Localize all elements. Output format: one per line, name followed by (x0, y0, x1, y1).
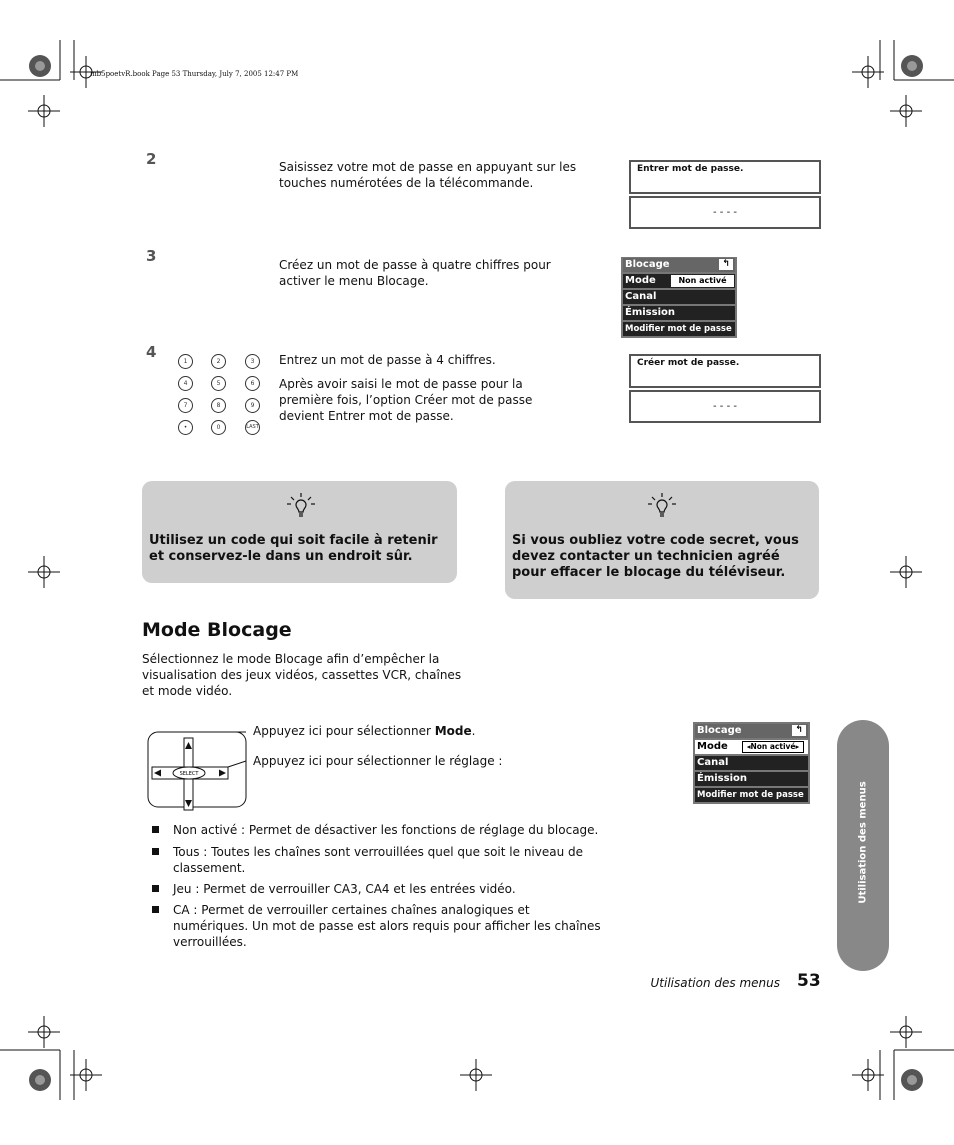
key-dot: • (178, 420, 193, 435)
step-number-4: 4 (146, 343, 157, 361)
mode-value: Non activé (671, 275, 734, 287)
create-password-field: - - - - (629, 390, 821, 423)
menu-title: Blocage ↰ (695, 724, 808, 738)
tip-box-right (505, 481, 819, 599)
tip-text-right: Si vous oubliez votre code secret, vous devez contacter un technicien agréé pour effacer le blocage du téléviseur. (512, 533, 799, 580)
page-number: 53 (797, 971, 821, 991)
section-intro: Sélectionnez le mode Blocage afin d’empêcher la visualisation des jeux vidéos, cassettes VCR, chaînes et mode vidéo. (142, 652, 462, 698)
side-tab (837, 720, 889, 971)
blocage-menu (621, 257, 737, 338)
section-title: Mode Blocage (142, 619, 292, 641)
key-7: 7 (178, 398, 193, 413)
key-4: 4 (178, 376, 193, 391)
menu-item-mode: Mode ◂Non activé▸ (695, 740, 808, 754)
key-3: 3 (245, 354, 260, 369)
select-label: SELECT (179, 771, 199, 777)
lightbulb-icon (286, 493, 316, 525)
enter-password-field: - - - - (629, 196, 821, 229)
enter-password-title: Entrer mot de passe. (637, 164, 744, 174)
key-last: LAST (245, 420, 260, 435)
create-password-title: Créer mot de passe. (637, 358, 740, 368)
bullet-marker (152, 906, 159, 913)
enter-password-screen (629, 160, 821, 194)
bullet-marker (152, 848, 159, 855)
tip-text-left: Utilisez un code qui soit facile à retenir et conservez-le dans un endroit sûr. (149, 533, 438, 564)
bullet-marker (152, 826, 159, 833)
menu-item-emission: Émission (623, 306, 735, 320)
mode-value: ◂Non activé▸ (742, 741, 804, 753)
step-number-2: 2 (146, 150, 157, 168)
footer-section: Utilisation des menus (650, 976, 780, 990)
key-2: 2 (211, 354, 226, 369)
menu-item-mode: Mode Non activé (623, 274, 735, 288)
tip-box-left (142, 481, 457, 583)
callout-mode: Appuyez ici pour sélectionner Mode. (253, 724, 476, 738)
bullet-non-active: Non activé : Permet de désactiver les fonctions de réglage du blocage. (173, 823, 599, 837)
menu-item-canal: Canal (623, 290, 735, 304)
menu-item-modifier: Modifier mot de passe (695, 788, 808, 802)
key-9: 9 (245, 398, 260, 413)
back-icon: ↰ (719, 259, 733, 270)
keypad (177, 354, 267, 444)
key-1: 1 (178, 354, 193, 369)
key-8: 8 (211, 398, 226, 413)
key-5: 5 (211, 376, 226, 391)
step-4-text-1: Entrez un mot de passe à 4 chiffres. (279, 353, 496, 367)
file-info: mb5poetvR.book Page 53 Thursday, July 7, 2005 12:47 PM (90, 70, 299, 78)
menu-item-emission: Émission (695, 772, 808, 786)
create-password-screen (629, 354, 821, 388)
menu-title: Blocage ↰ (623, 258, 735, 272)
callout-reglage: Appuyez ici pour sélectionner le réglage : (253, 754, 503, 768)
key-6: 6 (245, 376, 260, 391)
side-tab-label: Utilisation des menus (857, 781, 869, 904)
step-2-text: Saisissez votre mot de passe en appuyant sur les touches numérotées de la télécommande. (279, 160, 577, 190)
step-4-text-2: Après avoir saisi le mot de passe pour la première fois, l’option Créer mot de passe devient Entrer mot de passe. (279, 377, 533, 423)
bullet-marker (152, 885, 159, 892)
select-dpad-diagram (146, 724, 248, 812)
key-0: 0 (211, 420, 226, 435)
step-3-text: Créez un mot de passe à quatre chiffres pour activer le menu Blocage. (279, 258, 551, 288)
bullet-ca: CA : Permet de verrouiller certaines chaînes analogiques et numériques. Un mot de passe est alors requis pour afficher les chaînes verrouillées. (173, 903, 601, 949)
step-number-3: 3 (146, 247, 157, 265)
back-icon: ↰ (792, 725, 806, 736)
blocage-menu-selected (693, 722, 810, 804)
bullet-jeu: Jeu : Permet de verrouiller CA3, CA4 et les entrées vidéo. (173, 882, 516, 896)
bullet-tous: Tous : Toutes les chaînes sont verrouillées quel que soit le niveau de classement. (173, 845, 584, 875)
menu-item-canal: Canal (695, 756, 808, 770)
lightbulb-icon (647, 493, 677, 525)
menu-item-modifier: Modifier mot de passe (623, 322, 735, 336)
